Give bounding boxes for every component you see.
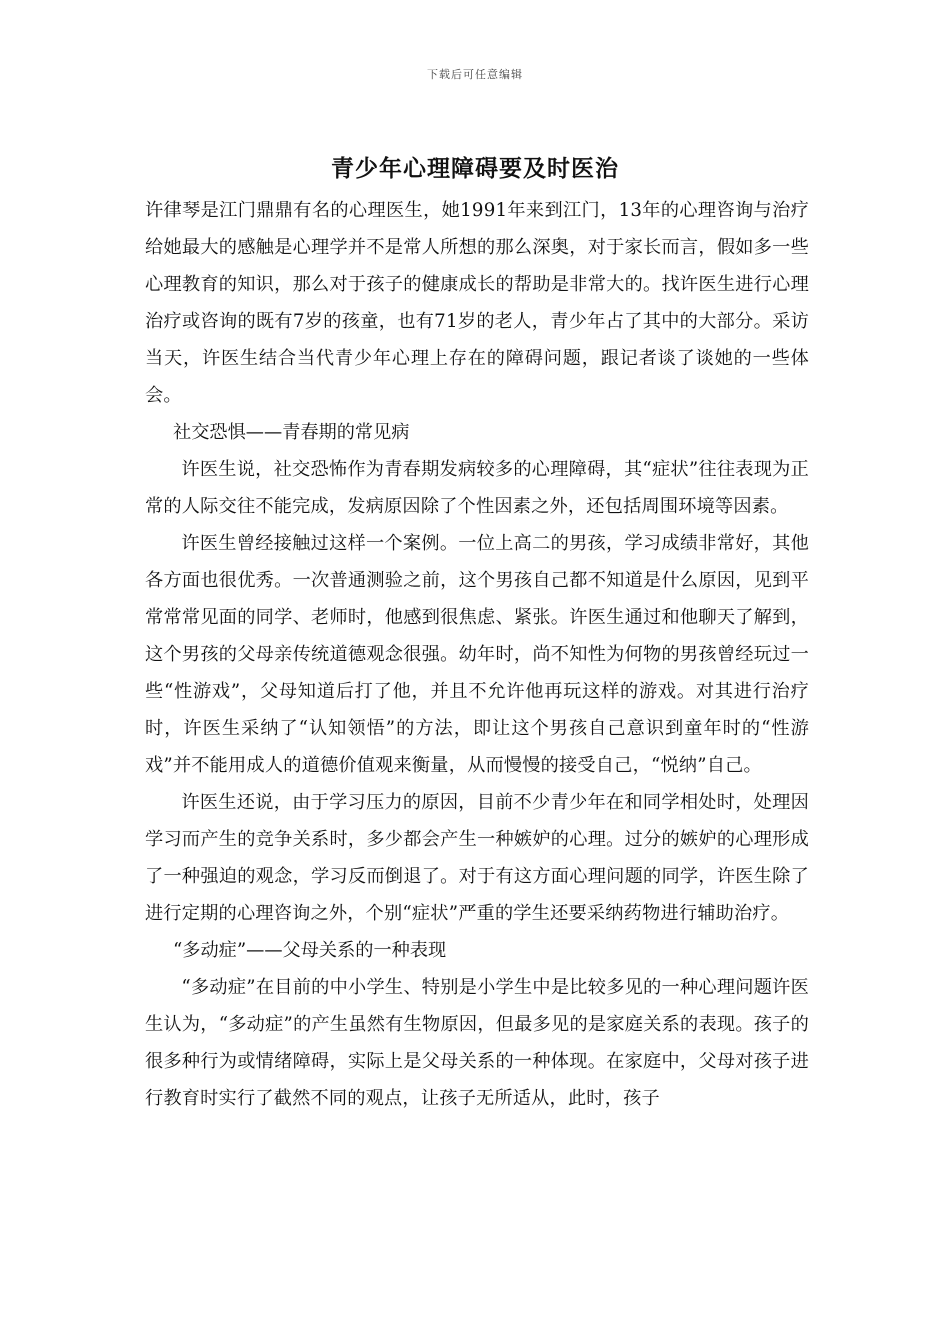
document-title: 青少年心理障碍要及时医治 [331,155,619,182]
header-note: 下载后可任意编辑 [427,68,523,81]
section-heading-adhd: “多动症”——父母关系的一种表现 [173,940,447,961]
paragraph-jealousy: 许医生还说，由于学习压力的原因，目前不少青少年在和同学相处时，处理因学习而产生的竞争关系时，多少都会产生一种嫉妒的心理。过分的嫉妒的心理形成了一种强迫的观念，学习反而倒退了。对于有这方面心理问题的同学，许医生除了进行定期的心理咨询之外，个别“症状”严重的学生还要采纳药物进行辅助治疗。 [145,792,809,924]
paragraph-intro: 许律琴是江门鼎鼎有名的心理医生，她1991年来到江门，13年的心理咨询与治疗给她最大的感触是心理学并不是常人所想的那么深奥，对于家长而言，假如多一些心理教育的知识，那么对于孩子的健康成长的帮助是非常大的。找许医生进行心理治疗或咨询的既有7岁的孩童，也有71岁的老人，青少年占了其中的大部分。采访当天，许医生结合当代青少年心理上存在的障碍问题，跟记者谈了谈她的一些体会。 [145,200,809,406]
paragraph-case-study: 许医生曾经接触过这样一个案例。一位上高二的男孩，学习成绩非常好，其他各方面也很优秀。一次普通测验之前，这个男孩自己都不知道是什么原因，见到平常常常见面的同学、老师时，他感到很焦虑、紧张。许医生通过和他聊天了解到，这个男孩的父母亲传统道德观念很强。幼年时，尚不知性为何物的男孩曾经玩过一些“性游戏”，父母知道后打了他，并且不允许他再玩这样的游戏。对其进行治疗时，许医生采纳了“认知领悟”的方法，即让这个男孩自己意识到童年时的“性游戏”并不能用成人的道德价值观来衡量，从而慢慢的接受自己，“悦纳”自己。 [145,533,809,776]
section-heading-social-phobia: 社交恐惧——青春期的常见病 [173,422,410,443]
document-body [145,192,809,1117]
paragraph-adhd-description: “多动症”在目前的中小学生、特别是小学生中是比较多见的一种心理问题许医生认为，“多动症”的产生虽然有生物原因，但最多见的是家庭关系的表现。孩子的很多种行为或情绪障碍，实际上是父母关系的一种体现。在家庭中，父母对孩子进行教育时实行了截然不同的观点，让孩子无所适从，此时，孩子 [145,977,809,1109]
paragraph-social-phobia-description: 许医生说，社交恐怖作为青春期发病较多的心理障碍，其“症状”往往表现为正常的人际交往不能完成，发病原因除了个性因素之外，还包括周围环境等因素。 [145,459,809,517]
